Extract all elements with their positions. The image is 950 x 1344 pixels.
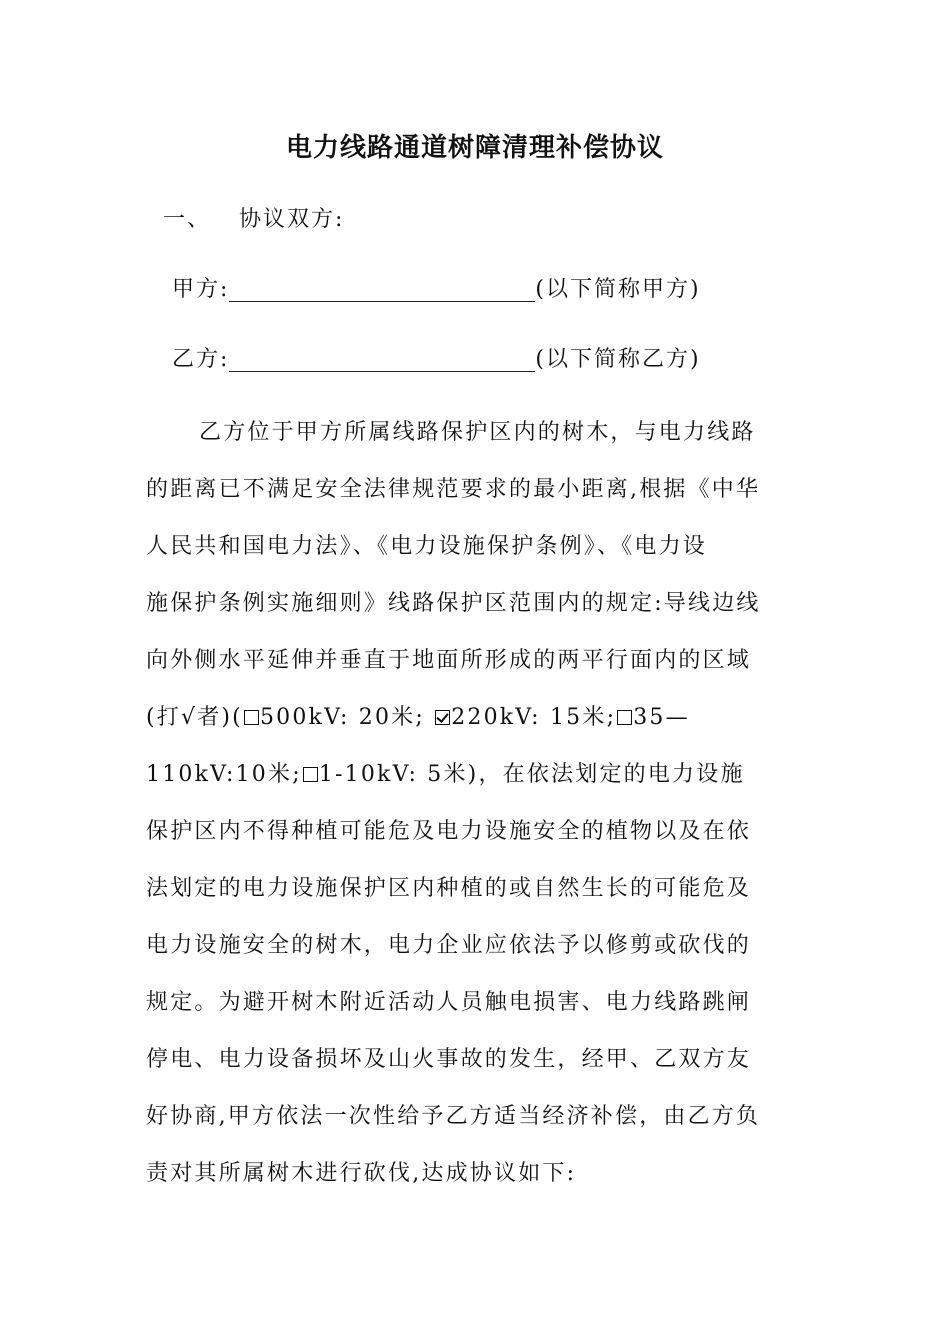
voltage-220kv-text: 220kV: 15米; (451, 705, 617, 730)
paragraph-line: 规定。为避开树木附近活动人员触电损害、电力线路跳闸 (146, 990, 752, 1015)
party-b-line (172, 340, 701, 380)
party-a-blank-field[interactable] (229, 275, 535, 302)
section-number: 一、 (163, 207, 212, 232)
voltage-intro-text: (打√者)( (146, 705, 243, 730)
voltage-500kv-text: 500kV: 20米; (259, 705, 425, 730)
party-a-line (172, 270, 701, 310)
paragraph-line: 保护区内不得种植可能危及电力设施安全的植物以及在依 (146, 819, 752, 844)
paragraph-line: 停电、电力设备损坏及山火事故的发生，经甲、乙双方友 (146, 1047, 752, 1072)
paragraph-line: 施保护条例实施细则》线路保护区范围内的规定:导线边线 (146, 591, 761, 616)
checkbox-1-10kv[interactable] (303, 767, 318, 782)
paragraph-line: 人民共和国电力法》、《电力设施保护条例》、《电力设 (146, 534, 708, 559)
voltage-1-10kv-text: 1-10kV: 5米)，在依法划定的电力设施 (318, 762, 745, 787)
paragraph-line: 责对其所属树木进行砍伐,达成协议如下: (146, 1161, 577, 1186)
checkbox-35-110kv[interactable] (617, 710, 632, 725)
party-a-label: 甲方: (172, 277, 230, 302)
party-b-blank-field[interactable] (229, 345, 535, 372)
document-title: 电力线路通道树障清理补偿协议 (285, 133, 664, 163)
checkbox-220kv[interactable] (435, 710, 450, 725)
agreement-paragraph (146, 404, 806, 1202)
paragraph-line: 的距离已不满足安全法律规范要求的最小距离,根据《中华 (146, 477, 761, 502)
section-label: 协议双方: (239, 207, 345, 232)
party-b-label: 乙方: (172, 347, 230, 372)
voltage-35kv-text: 35— (633, 705, 690, 730)
paragraph-line: 法划定的电力设施保护区内种植的或自然生长的可能危及 (146, 876, 752, 901)
checkbox-500kv[interactable] (244, 710, 259, 725)
party-b-suffix: (以下简称乙方) (535, 347, 701, 372)
paragraph-line: 向外侧水平延伸并垂直于地面所形成的两平行面内的区域 (146, 648, 752, 673)
paragraph-line: 电力设施安全的树木，电力企业应依法予以修剪或砍伐的 (146, 933, 752, 958)
party-a-suffix: (以下简称甲方) (535, 277, 701, 302)
paragraph-line-voltage-options (146, 689, 806, 746)
paragraph-line: 乙方位于甲方所属线路保护区内的树木，与电力线路 (199, 420, 756, 445)
paragraph-line-voltage-options-cont (146, 746, 806, 803)
voltage-110kv-text: 110kV:10米; (146, 762, 302, 787)
paragraph-line: 好协商,甲方依法一次性给予乙方适当经济补偿，由乙方负 (146, 1104, 761, 1129)
section-heading (163, 200, 344, 240)
